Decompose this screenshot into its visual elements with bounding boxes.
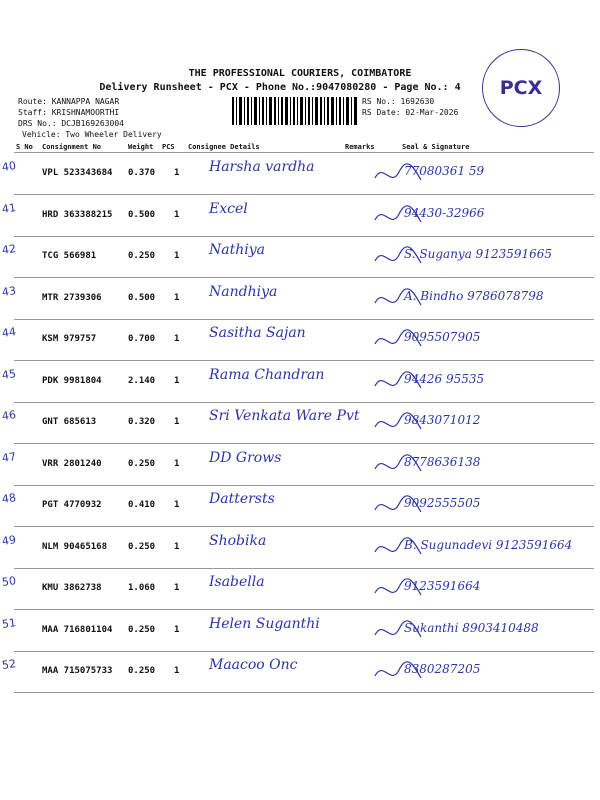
- table-row: [1, 403, 594, 444]
- consignee-name: Nandhiya: [209, 283, 278, 300]
- weight: 0.370: [128, 168, 156, 178]
- pieces: 1: [174, 500, 180, 510]
- pieces: 1: [174, 168, 180, 178]
- consignee-name: Maacoo Onc: [209, 657, 298, 673]
- signature: Sukanthi 8903410488: [404, 620, 539, 635]
- vehicle: Vehicle: Two Wheeler Delivery: [22, 130, 162, 139]
- signature: 9092555505: [404, 496, 481, 510]
- consignment-number: KSM 979757: [42, 334, 97, 344]
- signature: 9123591664: [404, 579, 481, 593]
- weight: 0.250: [128, 251, 156, 261]
- signature: 77080361 59: [404, 164, 485, 178]
- pieces: 1: [174, 417, 180, 427]
- consignee-name: Excel: [209, 200, 248, 217]
- signature: 9095507905: [404, 330, 481, 344]
- barcode-icon: [232, 97, 358, 125]
- consignment-number: MAA 716801104: [42, 624, 113, 635]
- consignment-number: PDK 9981804: [42, 375, 102, 386]
- col-sno: S No: [16, 143, 33, 151]
- pieces: 1: [174, 251, 180, 261]
- serial-number: 49: [1, 532, 17, 548]
- table-row: [1, 154, 594, 195]
- signature: 8380287205: [404, 662, 481, 676]
- consignment-number: NLM 90465168: [42, 541, 108, 552]
- serial-number: 44: [1, 325, 17, 340]
- table-row: [1, 569, 594, 610]
- serial-number: 41: [1, 200, 17, 216]
- serial-number: 46: [1, 408, 17, 423]
- col-consignment: Consignment No: [42, 143, 102, 151]
- weight: 0.320: [128, 417, 156, 427]
- serial-number: 47: [1, 449, 17, 465]
- signature: 8778636138: [404, 454, 481, 469]
- pieces: 1: [174, 334, 180, 344]
- serial-number: 52: [1, 657, 17, 672]
- col-weight: Weight: [128, 143, 154, 151]
- weight: 2.140: [128, 375, 156, 386]
- weight: 0.250: [128, 666, 156, 676]
- pcx-stamp: PCX: [482, 49, 560, 127]
- table-row: [1, 611, 594, 652]
- consignment-number: TCG 566981: [42, 251, 97, 261]
- col-pcs: PCS: [162, 143, 175, 151]
- consignment-number: MTR 2739306: [42, 292, 102, 303]
- drs-number: DRS No.: DCJB169263004: [18, 119, 124, 128]
- staff: Staff: KRISHNAMOORTHI: [18, 108, 120, 117]
- runsheet-title: Delivery Runsheet - PCX - Phone No.:9047080280 - Page No.: 4: [99, 82, 461, 93]
- serial-number: 45: [1, 366, 17, 382]
- pieces: 1: [174, 375, 180, 386]
- rs-date: RS Date: 02-Mar-2026: [362, 108, 459, 117]
- consignee-name: Rama Chandran: [209, 366, 325, 383]
- consignment-number: PGT 4770932: [42, 500, 102, 510]
- table-row: [1, 320, 594, 361]
- consignee-name: Sasitha Sajan: [209, 325, 306, 341]
- weight: 0.250: [128, 458, 156, 469]
- weight: 0.410: [128, 500, 156, 510]
- route: Route: KANNAPPA NAGAR: [18, 97, 120, 106]
- pieces: 1: [174, 666, 180, 676]
- pieces: 1: [174, 209, 180, 220]
- consignee-name: Dattersts: [209, 491, 275, 507]
- table-row: [1, 279, 594, 320]
- serial-number: 50: [1, 574, 17, 589]
- company-name: THE PROFESSIONAL COURIERS, COIMBATORE: [188, 68, 412, 79]
- signature: 94426 95535: [404, 371, 485, 386]
- consignee-name: Isabella: [209, 574, 265, 590]
- serial-number: 40: [1, 159, 17, 174]
- consignee-name: DD Grows: [209, 449, 282, 466]
- consignment-number: GNT 685613: [42, 417, 97, 427]
- serial-number: 42: [1, 242, 17, 257]
- header-divider: [14, 152, 594, 153]
- table-row: [1, 652, 594, 693]
- consignee-name: Harsha vardha: [209, 159, 315, 175]
- weight: 0.250: [128, 541, 156, 552]
- consignee-name: Helen Suganthi: [209, 615, 320, 632]
- col-consignee-details: Consignee Details: [188, 143, 260, 151]
- signature: 94430-32966: [404, 205, 485, 220]
- pieces: 1: [174, 624, 180, 635]
- serial-number: 51: [1, 615, 17, 631]
- signature: B. Sugunadevi 9123591664: [404, 537, 573, 552]
- pieces: 1: [174, 458, 180, 469]
- weight: 0.700: [128, 334, 156, 344]
- consignment-number: VPL 523343684: [42, 168, 113, 178]
- signature: A. Bindho 9786078798: [404, 288, 544, 303]
- consignee-name: Nathiya: [209, 242, 265, 258]
- table-row: [1, 237, 594, 278]
- serial-number: 48: [1, 491, 17, 506]
- weight: 0.500: [128, 292, 156, 303]
- consignment-number: MAA 715075733: [42, 666, 113, 676]
- row-divider: [14, 692, 594, 693]
- col-remarks: Remarks: [345, 143, 375, 151]
- table-row: [1, 486, 594, 527]
- table-row: [1, 196, 594, 237]
- consignee-name: Sri Venkata Ware Pvt: [209, 408, 360, 424]
- weight: 0.500: [128, 209, 156, 220]
- signature: S. Suganya 9123591665: [404, 247, 553, 261]
- consignment-number: VRR 2801240: [42, 458, 102, 469]
- consignee-name: Shobika: [209, 532, 267, 549]
- table-row: [1, 528, 594, 569]
- consignment-number: HRD 363388215: [42, 209, 113, 220]
- signature: 9843071012: [404, 413, 481, 427]
- table-row: [1, 362, 594, 403]
- weight: 0.250: [128, 624, 156, 635]
- serial-number: 43: [1, 283, 17, 299]
- col-seal-signature: Seal & Signature: [402, 143, 470, 151]
- pieces: 1: [174, 583, 180, 593]
- weight: 1.060: [128, 583, 156, 593]
- table-row: [1, 445, 594, 486]
- pieces: 1: [174, 541, 180, 552]
- rs-number: RS No.: 1692630: [362, 97, 435, 106]
- pieces: 1: [174, 292, 180, 303]
- consignment-number: KMU 3862738: [42, 583, 102, 593]
